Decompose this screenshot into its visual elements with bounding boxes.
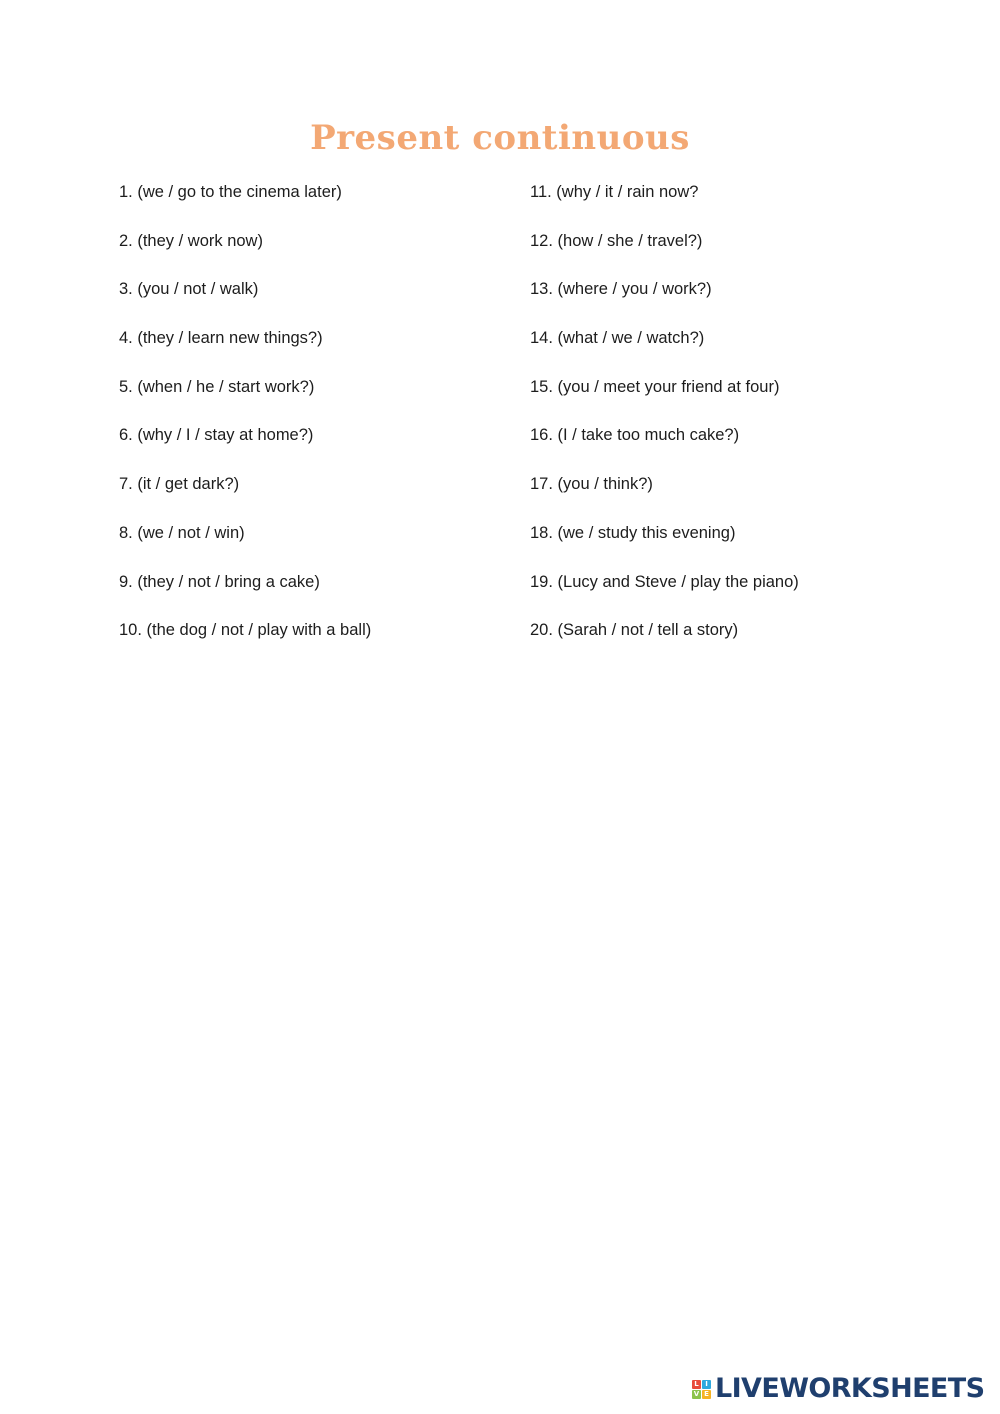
exercise-item: 19. (Lucy and Steve / play the piano) (530, 572, 799, 591)
worksheet-title: Present continuous (310, 118, 690, 158)
logo-letter: L (692, 1380, 701, 1389)
liveworksheets-logo (692, 1374, 984, 1404)
exercise-item: 4. (they / learn new things?) (119, 329, 323, 348)
exercise-item: 3. (you / not / walk) (119, 280, 259, 299)
exercise-item: 15. (you / meet your friend at four) (530, 377, 780, 396)
exercise-item: 8. (we / not / win) (119, 523, 245, 542)
exercise-column-left (119, 178, 371, 665)
exercise-item: 13. (where / you / work?) (530, 280, 712, 299)
exercise-item: 5. (when / he / start work?) (119, 377, 315, 396)
exercise-item: 20. (Sarah / not / tell a story) (530, 621, 739, 640)
exercise-item: 1. (we / go to the cinema later) (119, 183, 342, 201)
exercise-column-right (530, 178, 799, 665)
exercise-item: 10. (the dog / not / play with a ball) (119, 621, 372, 640)
logo-letter: E (702, 1390, 711, 1399)
exercise-item: 17. (you / think?) (530, 475, 653, 494)
exercise-item: 12. (how / she / travel?) (530, 231, 703, 250)
brand-name: LIVEWORKSHEETS (715, 1373, 985, 1404)
logo-letter: I (702, 1380, 711, 1389)
exercise-item: 11. (why / it / rain now? (530, 183, 699, 201)
exercise-item: 6. (why / I / stay at home?) (119, 426, 314, 445)
exercise-item: 7. (it / get dark?) (119, 475, 240, 494)
exercise-item: 2. (they / work now) (119, 231, 263, 250)
exercise-item: 9. (they / not / bring a cake) (119, 572, 320, 591)
exercise-item: 14. (what / we / watch?) (530, 329, 705, 348)
logo-letter: V (693, 1389, 700, 1398)
live-logo-icon (692, 1380, 711, 1399)
exercise-item: 18. (we / study this evening) (530, 523, 736, 542)
exercise-item: 16. (I / take too much cake?) (530, 426, 740, 445)
